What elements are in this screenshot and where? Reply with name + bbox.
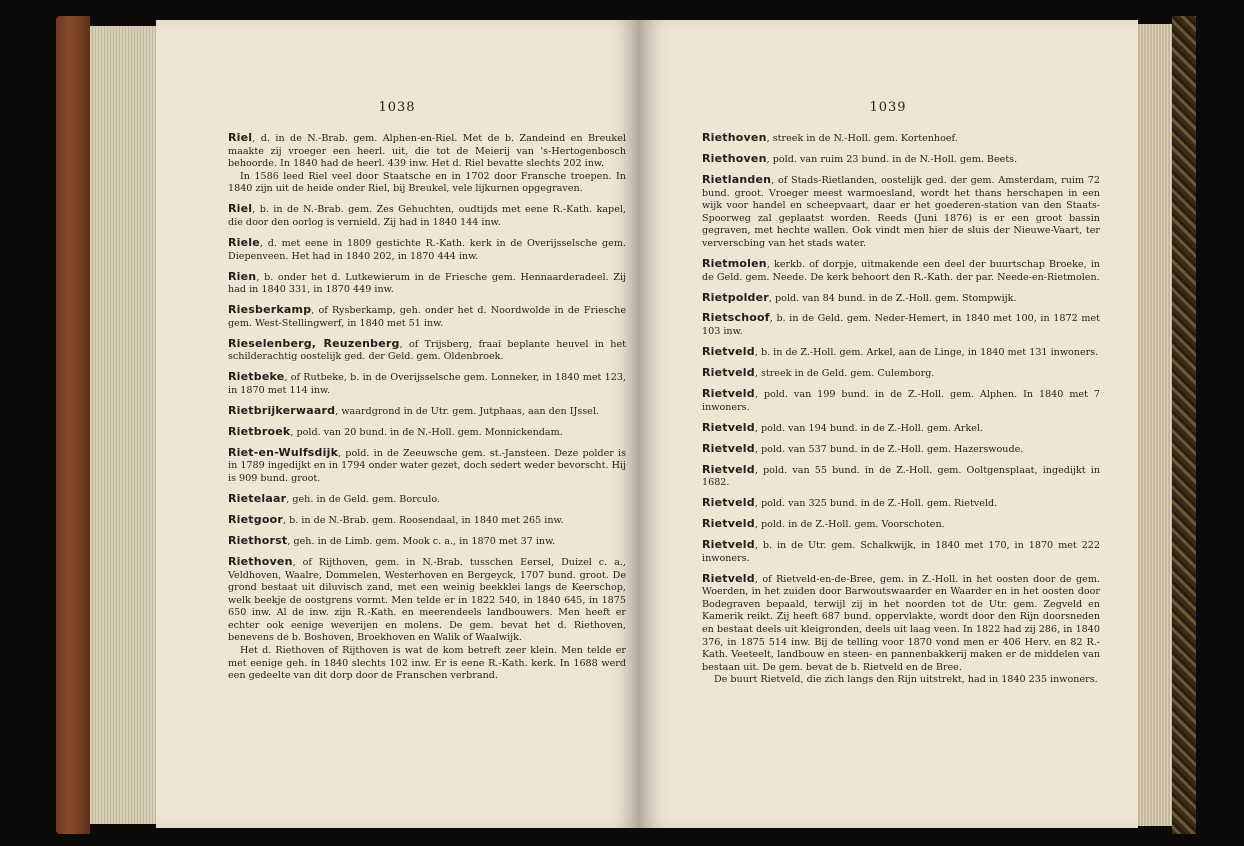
- entry-paragraph: [702, 174, 1100, 251]
- entry-text: , b. in de Geld. gem. Neder-Hemert, in 1840 met 100, in 1872 met 103 inw.: [702, 313, 1100, 338]
- entry-paragraph: [702, 312, 1100, 338]
- entry-paragraph: [702, 258, 1100, 284]
- dictionary-entry: [702, 258, 1100, 284]
- entry-headword: Riethoven: [228, 554, 293, 568]
- entry-headword: Rietveld: [702, 538, 755, 552]
- entry-text: , pold. van 199 bund. in de Z.-Holl. gem. Alphen. In 1840 met 7 inwoners.: [702, 389, 1100, 413]
- page-text: [702, 132, 1100, 694]
- entry-paragraph: [702, 539, 1100, 565]
- entry-paragraph: [228, 535, 626, 549]
- entry-headword: Rieselenberg, Reuzenberg: [228, 336, 400, 350]
- entry-paragraph: [228, 493, 626, 507]
- entry-text: , b. in de Utr. gem. Schalkwijk, in 1840 met 170, in 1870 met 222 inwoners.: [702, 540, 1100, 564]
- entry-text: , waardgrond in de Utr. gem. Jutphaas, aan den IJssel.: [335, 405, 599, 417]
- entry-headword: Riel: [228, 131, 253, 144]
- entry-headword: Rietveld: [702, 517, 755, 531]
- dictionary-entry: [702, 518, 1100, 532]
- dictionary-entry: [702, 497, 1100, 511]
- entry-headword: Rietveld: [702, 420, 755, 434]
- open-book: [56, 16, 1196, 834]
- entry-text: , pold. van 84 bund. in de Z.-Holl. gem. Stompwijk.: [768, 292, 1017, 304]
- entry-text: , pold. van 55 bund. in de Z.-Holl. gem. Ooltgensplaat, ingedijkt in 1682.: [702, 464, 1100, 489]
- entry-paragraph: [228, 203, 626, 229]
- entry-headword: Rietveld: [702, 441, 755, 455]
- entry-headword: Rietveld: [702, 571, 755, 585]
- entry-paragraph: [702, 518, 1100, 532]
- entry-paragraph: [702, 422, 1100, 436]
- dictionary-entry: [702, 367, 1100, 381]
- dictionary-entry: [702, 388, 1100, 414]
- dictionary-entry: [702, 464, 1100, 490]
- entry-headword: Riethoven: [702, 151, 767, 165]
- entry-headword: Rietelaar: [228, 491, 287, 505]
- entry-headword: Riethoven: [702, 131, 767, 144]
- dictionary-entry: [702, 153, 1100, 167]
- dictionary-entry: [228, 514, 626, 528]
- entry-text: , pold. in de Zeeuwsche gem. st.-Jansteen. Deze polder is in 1789 ingedijkt en in 1794 onder water gezet, doch sedert weder bevorscht. Hij is 909 bund. groot.: [228, 447, 626, 484]
- entry-paragraph: [702, 292, 1100, 306]
- entry-paragraph: [228, 271, 626, 297]
- dictionary-entry: [228, 271, 626, 297]
- entry-headword: Rietveld: [702, 462, 755, 476]
- dictionary-entry: [702, 422, 1100, 436]
- dictionary-entry: [702, 346, 1100, 360]
- entry-paragraph: [228, 304, 626, 330]
- book-cover-left: [56, 16, 90, 834]
- page-text: [228, 132, 626, 690]
- entry-paragraph: [702, 464, 1100, 490]
- page-edges-left: [90, 26, 160, 824]
- entry-paragraph: [702, 367, 1100, 381]
- entry-headword: Rietveld: [702, 366, 755, 380]
- book-cover-right: [1172, 16, 1196, 834]
- entry-paragraph: [228, 405, 626, 419]
- entry-headword: Rietbroek: [228, 424, 291, 438]
- entry-text: , b. in de Z.-Holl. gem. Arkel, aan de Linge, in 1840 met 131 inwoners.: [754, 347, 1099, 359]
- entry-text: , pold. in de Z.-Holl. gem. Voorschoten.: [754, 519, 945, 531]
- entry-text: , b. onder het d. Lutkewierum in de Friesche gem. Hennaarderadeel. Zij had in 1840 331, in 1870 449 inw.: [228, 271, 626, 296]
- dictionary-entry: [702, 443, 1100, 457]
- entry-headword: Rietgoor: [228, 512, 283, 526]
- entry-continuation: De buurt Rietveld, die zich langs den Rijn uitstrekt, had in 1840 235 inwoners.: [714, 674, 1098, 686]
- dictionary-entry: [702, 539, 1100, 565]
- dictionary-entry: [228, 338, 626, 364]
- page-number: 1038: [378, 100, 416, 115]
- entry-text: , of Rijthoven, gem. in N.-Brab. tusschen Eersel, Duizel c. a., Veldhoven, Waalre, Dommelen, Westerhoven en Bergeyck, 1707 bund. groot. De grond bestaat uit diluvisch zand, met een weinig beekklei langs de Keerschop, welk beekje de oostgrens vormt. Men telde er in 1822 540, in 1840 645, in 1875 650 inw. Al de inw. zijn R.-Kath. en meerendeels landbouwers. Men heeft er echter ook eenige weverijen en molens. De gem. bevat het d. Riethoven, benevens de b. Boshoven, Broekhoven en Walik of Waalwijk.: [228, 556, 626, 644]
- entry-paragraph: [702, 388, 1100, 414]
- entry-paragraph: [702, 153, 1100, 167]
- page-number: 1039: [869, 100, 907, 115]
- entry-text: , of Trijsberg, fraai beplante heuvel in het schilderachtig oostelijk ged. der Geld. gem. Oldenbroek.: [228, 338, 626, 363]
- entry-text: , pold. van ruim 23 bund. in de N.-Holl. gem. Beets.: [766, 153, 1018, 165]
- entry-paragraph: [228, 447, 626, 486]
- dictionary-entry: [702, 132, 1100, 146]
- entry-headword: Rietveld: [702, 387, 755, 401]
- dictionary-entry: [228, 405, 626, 419]
- entry-paragraph: [228, 338, 626, 364]
- dictionary-entry: [228, 556, 626, 683]
- entry-text: , of Rietveld-en-de-Bree, gem. in Z.-Holl. in het oosten door de gem. Woerden, in het zuiden door Barwoutswaarder en Waarder en in het oosten door Bodegraven bepaald, terwijl zij in het noorden tot de Utr. gem. Zegveld en Kamerik reikt. Zij heeft 687 bund. oppervlakte, wordt door den Rijn doorsneden en bestaat deels uit kleigronden, deels uit laag veen. In 1822 had zij 286, in 1840 376, in 1875 514 inw. Bij de telling voor 1870 vond men er 406 Herv. en 82 R.-Kath. Veeteelt, landbouw en steen- en pannenbakkerij maken er de middelen van bestaan uit. De gem. bevat de b. Rietveld en de Bree.: [702, 573, 1100, 673]
- entry-continuation: In 1586 leed Riel veel door Staatsche en in 1702 door Fransche troepen. In 1840 zijn uit de heide onder Riel, bij Breukel, vele lijkurnen opgegraven.: [228, 170, 626, 195]
- right-page: [638, 20, 1138, 828]
- page-edges-right: [1138, 24, 1172, 826]
- dictionary-entry: [228, 371, 626, 397]
- dictionary-entry: [228, 203, 626, 229]
- entry-headword: Riesberkamp: [228, 303, 312, 317]
- entry-headword: Rien: [228, 269, 257, 283]
- entry-headword: Riethorst: [228, 533, 288, 547]
- entry-text: , geh. in de Limb. gem. Mook c. a., in 1870 met 37 inw.: [287, 535, 556, 547]
- entry-text: , pold. van 325 bund. in de Z.-Holl. gem. Rietveld.: [754, 498, 998, 510]
- entry-text: , of Rutbeke, b. in de Overijsselsche gem. Lonneker, in 1840 met 123, in 1870 met 114 inw.: [228, 372, 626, 396]
- entry-text: , pold. van 194 bund. in de Z.-Holl. gem. Arkel.: [754, 422, 984, 434]
- dictionary-entry: [228, 132, 626, 196]
- entry-text: , b. in de N.-Brab. gem. Zes Gehuchten, oudtijds met eene R.-Kath. kapel, die door den oorlog is vernield. Zij had in 1840 144 inw.: [228, 204, 626, 228]
- dictionary-entry: [228, 447, 626, 486]
- left-page: [156, 20, 638, 828]
- entry-text: , pold. van 537 bund. in de Z.-Holl. gem. Hazerswoude.: [754, 443, 1024, 455]
- entry-text: , streek in de N.-Holl. gem. Kortenhoef.: [766, 133, 958, 144]
- entry-headword: Riel: [228, 202, 253, 216]
- entry-headword: Rietveld: [702, 345, 755, 359]
- entry-paragraph: [702, 346, 1100, 360]
- entry-text: , geh. in de Geld. gem. Borculo.: [286, 493, 440, 505]
- dictionary-entry: [228, 535, 626, 549]
- entry-paragraph: [228, 514, 626, 528]
- entry-text: , d. met eene in 1809 gestichte R.-Kath. kerk in de Overijsselsche gem. Diepenveen. Het had in 1840 202, in 1870 444 inw.: [228, 237, 626, 262]
- dictionary-entry: [228, 304, 626, 330]
- entry-headword: Riele: [228, 235, 260, 249]
- entry-text: , of Stads-Rietlanden, oostelijk ged. der gem. Amsterdam, ruim 72 bund. groot. Vroeger meest warmoesland, wordt het thans herschapen in een wijk voor handel en scheepvaart, daar er het goederen-station van den Staats-Spoorweg zal geplaatst worden. Reeds (Juni 1876) is er een groot bassin gegraven, met hechte wallen. Ook vindt men hier de sluis der Nieuwe-Vaart, ter ververscbing van het stads water.: [702, 174, 1100, 249]
- entry-paragraph: [228, 556, 626, 645]
- entry-headword: Rietpolder: [702, 290, 769, 304]
- dictionary-entry: [228, 426, 626, 440]
- entry-paragraph: [228, 426, 626, 440]
- entry-paragraph: [702, 573, 1100, 675]
- entry-headword: Rietbrijkerwaard: [228, 403, 336, 417]
- dictionary-entry: [702, 312, 1100, 338]
- entry-text: , kerkb. of dorpje, uitmakende een deel der buurtschap Broeke, in de Geld. gem. Neede. De kerk behoort den R.-Kath. der par. Neede-en-Rietmolen.: [702, 258, 1100, 283]
- entry-text: , streek in de Geld. gem. Culemborg.: [754, 368, 935, 380]
- entry-paragraph: [702, 132, 1100, 146]
- entry-paragraph: [702, 497, 1100, 511]
- entry-headword: Rietmolen: [702, 256, 767, 270]
- entry-text: , b. in de N.-Brab. gem. Roosendaal, in 1840 met 265 inw.: [282, 514, 564, 526]
- entry-text: , pold. van 20 bund. in de N.-Holl. gem. Monnickendam.: [290, 426, 563, 438]
- entry-headword: Rietschoof: [702, 311, 770, 325]
- entry-headword: Rietbeke: [228, 370, 285, 384]
- entry-paragraph: [702, 443, 1100, 457]
- entry-headword: Rietveld: [702, 496, 755, 510]
- entry-headword: Rietlanden: [702, 172, 772, 186]
- dictionary-entry: [702, 174, 1100, 251]
- dictionary-entry: [702, 573, 1100, 687]
- entry-headword: Riet-en-Wulfsdijk: [228, 445, 339, 459]
- entry-continuation: Het d. Riethoven of Rijthoven is wat de kom betreft zeer klein. Men telde er met eenige geh. in 1840 slechts 102 inw. Er is eene R.-Kath. kerk. In 1688 werd een gedeelte van dit dorp door de Franschen verbrand.: [228, 645, 626, 682]
- entry-text: , of Rysberkamp, geh. onder het d. Noordwolde in de Friesche gem. West-Stellingwerf, in 1840 met 51 inw.: [228, 305, 626, 329]
- entry-paragraph: [228, 371, 626, 397]
- dictionary-entry: [228, 493, 626, 507]
- dictionary-entry: [228, 237, 626, 263]
- entry-paragraph: [228, 237, 626, 263]
- entry-paragraph: [228, 132, 626, 171]
- entry-text: , d. in de N.-Brab. gem. Alphen-en-Riel. Met de b. Zandeind en Breukel maakte zij vroeger een heerl. uit, die tot de Meierij van 's-Hertogenbosch behoorde. In 1840 had de heerl. 439 inw. Het d. Riel bevatte slechts 202 inw.: [228, 133, 626, 170]
- dictionary-entry: [702, 292, 1100, 306]
